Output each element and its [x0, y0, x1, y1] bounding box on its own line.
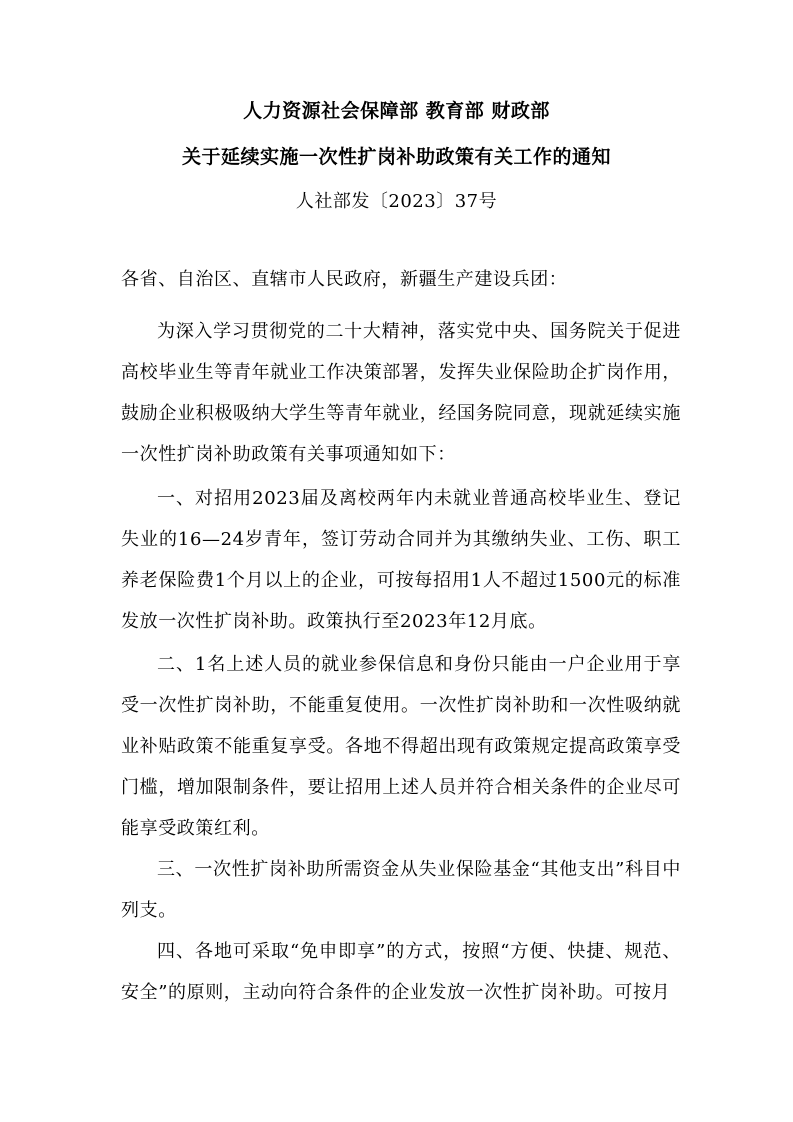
paragraph-item-2: [121, 644, 681, 849]
paragraph-item-3: [121, 849, 681, 931]
salutation: 各省、自治区、直辖市人民政府，新疆生产建设兵团：: [121, 269, 568, 290]
paragraph-item-4: [121, 931, 681, 1013]
notice-title: 关于延续实施一次性扩岗补助政策有关工作的通知: [181, 146, 611, 168]
paragraph-item-1: [121, 478, 681, 642]
paragraph-text: 二、1名上述人员的就业参保信息和身份只能由一户企业用于享受一次性扩岗补助，不能重复使用。一次性扩岗补助和一次性吸纳就业补贴政策不能重复享受。各地不得超出现有政策规定提高政策享受门槛，增加限制条件，要让招用上述人员并符合相关条件的企业尽可能享受政策红利。: [121, 654, 681, 839]
paragraph-text: 三、一次性扩岗补助所需资金从失业保险基金“其他支出”科目中列支。: [121, 859, 681, 921]
paragraph-intro: [121, 311, 681, 475]
issuing-departments-title: 人力资源社会保障部 教育部 财政部: [243, 100, 550, 122]
paragraph-text: 四、各地可采取“免申即享”的方式，按照“方便、快捷、规范、安全”的原则，主动向符合条件的企业发放一次性扩岗补助。可按月: [121, 941, 681, 1003]
paragraph-text: 一、对招用2023届及离校两年内未就业普通高校毕业生、登记失业的16—24岁青年，签订劳动合同并为其缴纳失业、工伤、职工养老保险费1个月以上的企业，可按每招用1人不超过1500元的标准发放一次性扩岗补助。政策执行至2023年12月底。: [121, 488, 681, 632]
document-number: 人社部发〔2023〕37号: [295, 191, 498, 212]
paragraph-text: 为深入学习贯彻党的二十大精神，落实党中央、国务院关于促进高校毕业生等青年就业工作决策部署，发挥失业保险助企扩岗作用，鼓励企业积极吸纳大学生等青年就业，经国务院同意，现就延续实施一次性扩岗补助政策有关事项通知如下：: [121, 321, 681, 465]
